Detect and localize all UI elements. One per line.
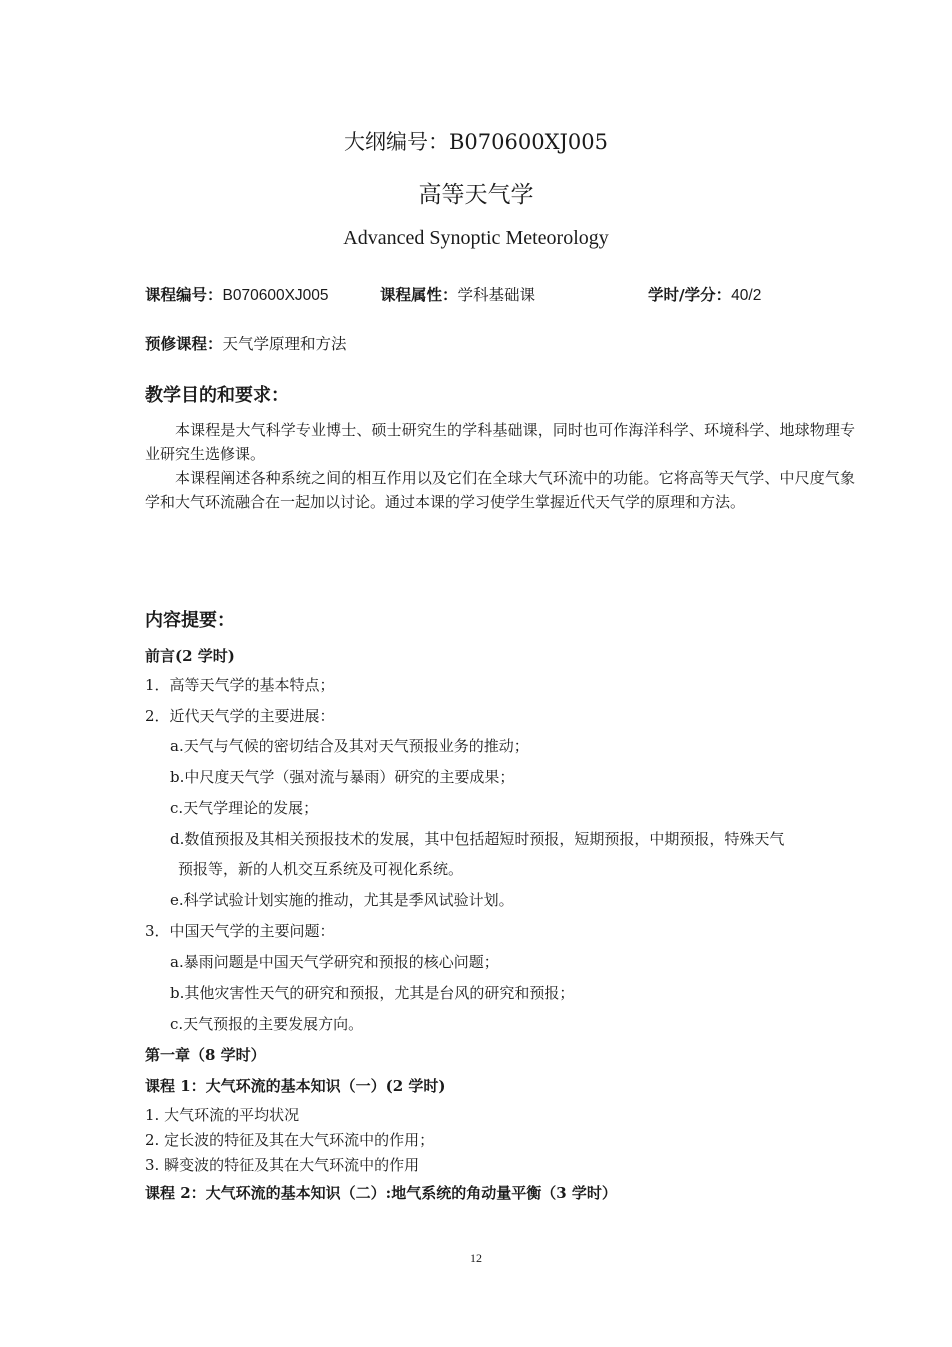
list-item: c.天气预报的主要发展方向。 [170,1015,364,1033]
list-item: 2. 定长波的特征及其在大气环流中的作用； [145,1131,435,1149]
course-code-value: B070600XJ005 [222,287,329,304]
prerequisite-value: 天气学原理和方法 [222,335,347,353]
objectives-text [145,418,855,514]
prerequisite-label: 预修课程： [145,335,223,353]
syllabus-number: 大纲编号：B070600XJ005 [343,130,609,154]
list-item: 2．近代天气学的主要进展： [145,707,335,725]
list-item: c.天气学理论的发展； [170,799,319,817]
course-code-label: 课程编号： [145,286,223,304]
course-attribute-label: 课程属性： [380,286,458,304]
list-item: a.天气与气候的密切结合及其对天气预报业务的推动； [170,737,529,755]
page-number: 12 [470,1251,482,1265]
course-attribute [380,283,535,305]
list-item: b.中尺度天气学（强对流与暴雨）研究的主要成果； [170,768,515,786]
course-title-cn: 高等天气学 [418,182,534,208]
list-item: 3. 瞬变波的特征及其在大气环流中的作用 [145,1156,420,1174]
objectives-paragraph-1: 本课程是大气科学专业博士、硕士研究生的学科基础课，同时也可作海洋科学、环境科学、地球物理专业研究生选修课。 [145,421,855,463]
list-item: d.数值预报及其相关预报技术的发展，其中包括超短时预报，短期预报，中期预报，特殊天气 [170,830,785,848]
course-hours-value: 40/2 [731,287,762,304]
lesson-1-heading: 课程 1：大气环流的基本知识（一）(2 学时) [145,1077,446,1095]
list-item: a.暴雨问题是中国天气学研究和预报的核心问题； [170,953,499,971]
course-title-en: Advanced Synoptic Meteorology [343,227,609,249]
list-item: 预报等，新的人机交互系统及可视化系统。 [178,860,464,878]
chapter-1-heading: 第一章（8 学时） [145,1046,266,1064]
objectives-paragraph-2: 本课程阐述各种系统之间的相互作用以及它们在全球大气环流中的功能。它将高等天气学、中尺度气象学和大气环流融合在一起加以讨论。通过本课的学习使学生掌握近代天气学的原理和方法。 [145,469,855,511]
course-hours-label: 学时/学分： [648,286,732,304]
course-hours [648,283,761,305]
list-item: 1．高等天气学的基本特点； [145,676,335,694]
course-code [145,283,329,305]
list-item: b.其他灾害性天气的研究和预报，尤其是台风的研究和预报； [170,984,575,1002]
lesson-2-heading: 课程 2：大气环流的基本知识（二）:地气系统的角动量平衡（3 学时） [145,1184,617,1202]
course-attribute-value: 学科基础课 [457,286,536,304]
list-item: 1. 大气环流的平均状况 [145,1106,300,1124]
objectives-heading: 教学目的和要求： [145,385,289,406]
preface-heading: 前言(2 学时) [145,647,235,665]
content-heading: 内容提要： [145,610,235,631]
list-item: e.科学试验计划实施的推动，尤其是季风试验计划。 [170,891,514,909]
list-item: 3．中国天气学的主要问题： [145,922,335,940]
prerequisite [145,332,347,354]
